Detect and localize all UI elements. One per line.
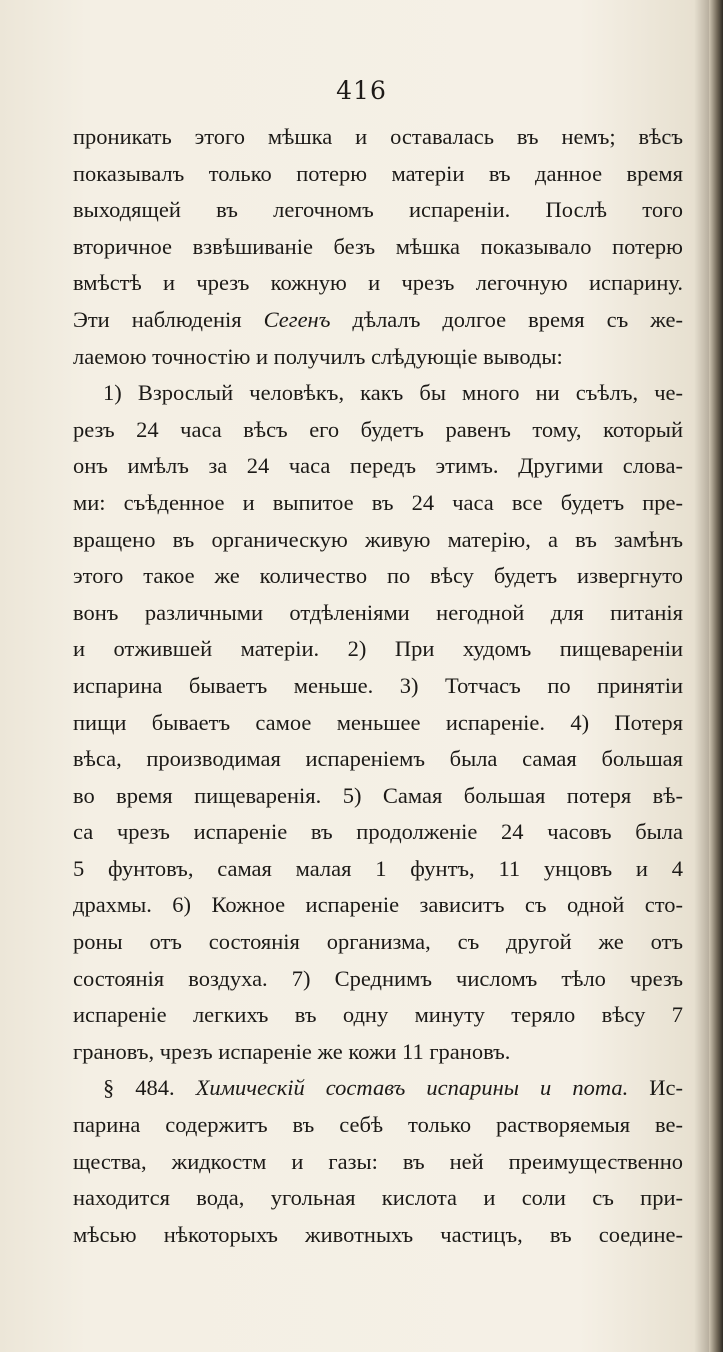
section-number: § 484. [103, 1075, 196, 1101]
text-line: вращено въ органическую живую матерію, а въ замѣнъ [73, 526, 683, 552]
section-title: Химическій составъ испарины и пота. [195, 1075, 629, 1101]
text-line: показывалъ только потерю матеріи въ данное время [73, 160, 683, 186]
text-line: резъ 24 часа вѣсъ его будетъ равенъ тому, который [73, 416, 683, 442]
text-line: парина содержитъ въ себѣ только растворяемыя ве- [73, 1112, 683, 1138]
text-line: 1) Взрослый человѣкъ, какъ бы много ни съѣлъ, че- [103, 380, 683, 406]
text-line: вторичное взвѣшиваніе безъ мѣшка показывало потерю [73, 233, 683, 259]
text-line: лаемою точностію и получилъ слѣдующіе выводы: [73, 343, 563, 369]
text-line: вмѣстѣ и чрезъ кожную и чрезъ легочную испарину. [73, 270, 683, 296]
text-run: Эти наблюденія [73, 306, 264, 332]
text-line: состоянія воздуха. 7) Среднимъ числомъ тѣло чрезъ [73, 965, 683, 991]
text-line: во время пищеваренія. 5) Самая большая потеря вѣ- [73, 782, 683, 808]
text-line: вонъ различными отдѣленіями негодной для питанія [73, 599, 683, 625]
text-line: онъ имѣлъ за 24 часа передъ этимъ. Другими слова- [73, 453, 683, 479]
text-line: са чрезъ испареніе въ продолженіе 24 часовъ была [73, 819, 683, 845]
text-line: роны отъ состоянія организма, съ другой же отъ [73, 929, 683, 955]
text-line: 5 фунтовъ, самая малая 1 фунтъ, 11 унцовъ и 4 [73, 855, 683, 881]
text-line: грановъ, чрезъ испареніе же кожи 11 грановъ. [73, 1038, 511, 1064]
text-line: этого такое же количество по вѣсу будетъ извергнуто [73, 563, 683, 589]
page-edge-shadow [709, 0, 723, 1352]
text-line: пищи бываетъ самое меньшее испареніе. 4) Потеря [73, 709, 683, 735]
text-line: выходящей въ легочномъ испареніи. Послѣ того [73, 197, 683, 223]
body-text [73, 119, 683, 1253]
text-line: ми: съѣденное и выпитое въ 24 часа все будетъ пре- [73, 489, 683, 515]
text-line: вѣса, производимая испареніемъ была самая большая [73, 746, 683, 772]
italic-name: Сегенъ [263, 306, 331, 332]
text-run: дѣлалъ долгое время съ же- [330, 306, 683, 332]
text-line: находится вода, угольная кислота и соли съ при- [73, 1185, 683, 1211]
text-line: драхмы. 6) Кожное испареніе зависитъ съ одной сто- [73, 892, 683, 918]
text-run: Ис- [628, 1075, 683, 1101]
text-line: щества, жидкостм и газы: въ ней преимущественно [73, 1148, 683, 1174]
text-line: проникать этого мѣшка и оставалась въ немъ; вѣсъ [73, 124, 683, 149]
page-number: 416 [336, 76, 387, 105]
section-heading-line [73, 1070, 683, 1107]
text-line: и отжившей матеріи. 2) При худомъ пищевареніи [73, 636, 683, 662]
text-line [73, 302, 683, 339]
text-line: мѣсью нѣкоторыхъ животныхъ частицъ, въ соедине- [73, 1221, 683, 1247]
text-line: испарина бываетъ меньше. 3) Тотчасъ по принятіи [73, 672, 683, 698]
text-line: испареніе легкихъ въ одну минуту теряло вѣсу 7 [73, 1002, 683, 1028]
